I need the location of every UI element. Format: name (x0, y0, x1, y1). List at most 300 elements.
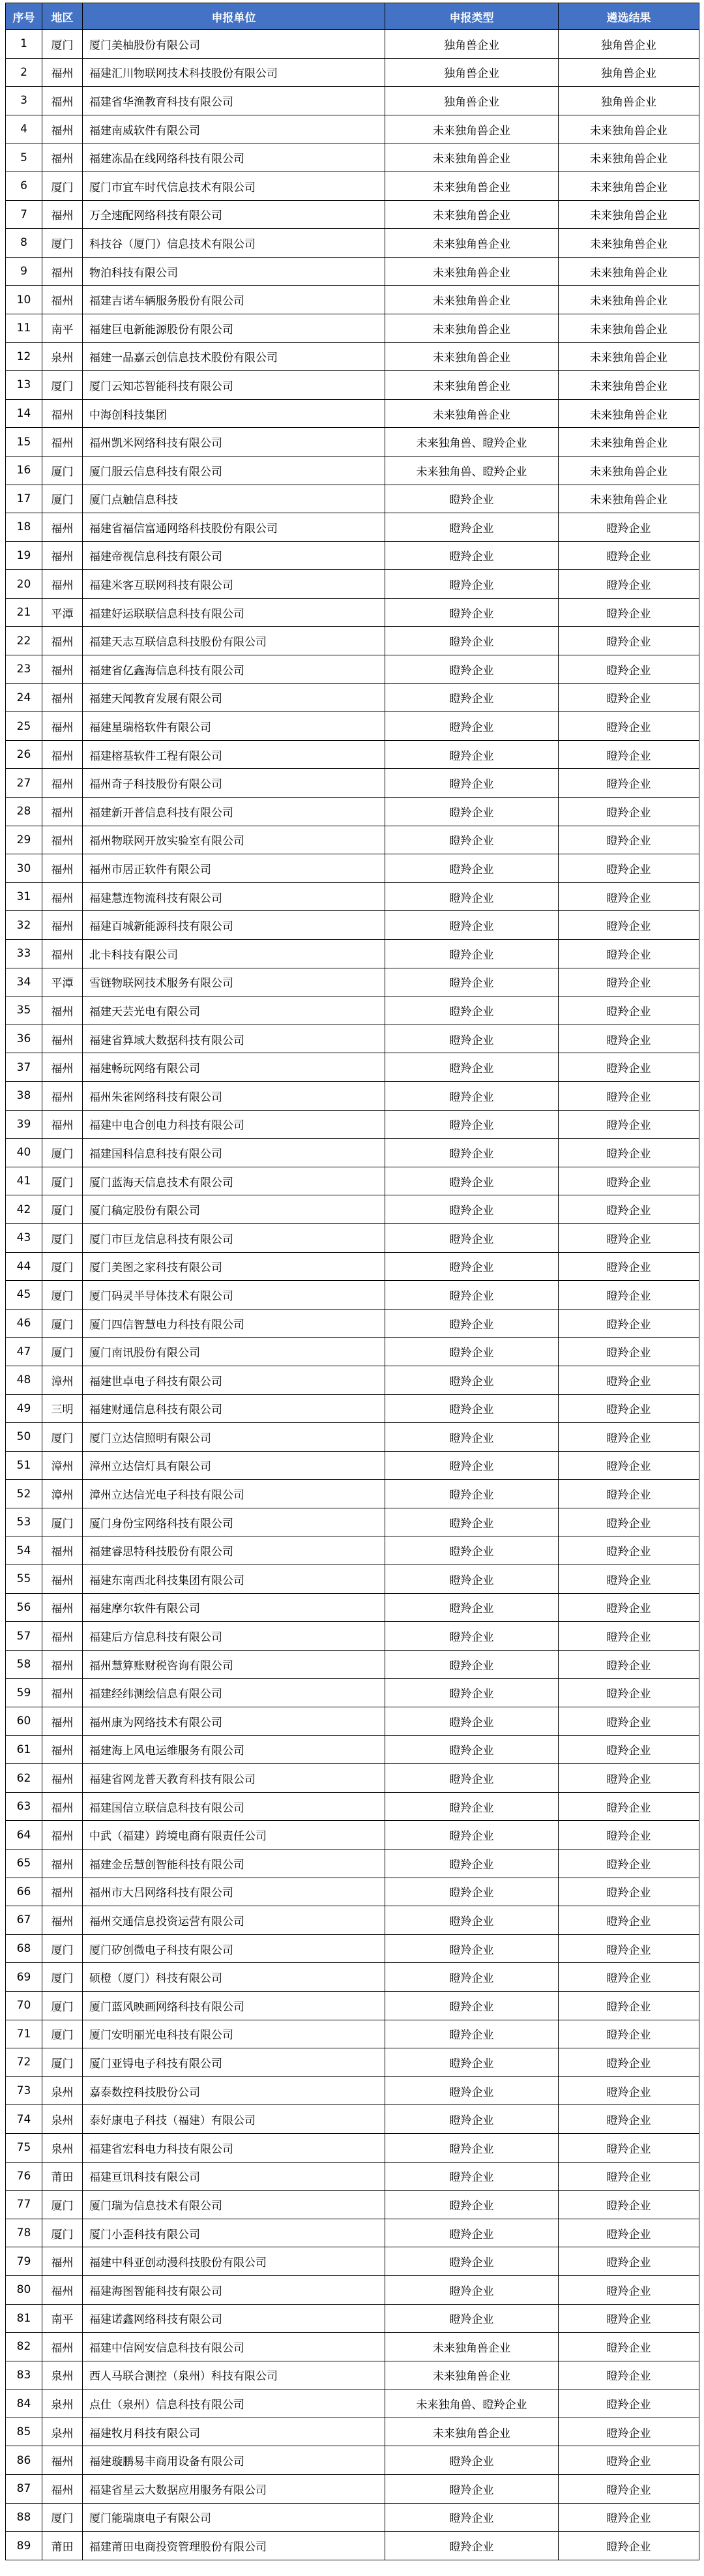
cell-index: 7 (6, 200, 42, 229)
table-row (6, 598, 699, 627)
cell-application-type: 瞪羚企业 (385, 1906, 559, 1935)
cell-application-type: 瞪羚企业 (385, 1167, 559, 1195)
cell-company: 厦门亚锝电子科技有限公司 (83, 2048, 385, 2077)
cell-application-type: 瞪羚企业 (385, 1451, 559, 1480)
cell-company: 福建东南西北科技集团有限公司 (83, 1565, 385, 1594)
cell-selection-result: 未来独角兽企业 (559, 428, 699, 457)
cell-index: 21 (6, 598, 42, 627)
cell-index: 20 (6, 570, 42, 599)
cell-selection-result: 瞪羚企业 (559, 1593, 699, 1622)
cell-index: 25 (6, 712, 42, 741)
cell-selection-result: 未来独角兽企业 (559, 229, 699, 258)
cell-index: 62 (6, 1764, 42, 1793)
cell-index: 49 (6, 1394, 42, 1423)
table-row (6, 172, 699, 200)
cell-index: 45 (6, 1281, 42, 1310)
cell-application-type: 未来独角兽企业 (385, 172, 559, 200)
cell-selection-result: 瞪羚企业 (559, 740, 699, 769)
cell-index: 28 (6, 798, 42, 826)
cell-selection-result: 瞪羚企业 (559, 1963, 699, 1992)
cell-index: 27 (6, 769, 42, 798)
cell-application-type: 瞪羚企业 (385, 570, 559, 599)
cell-index: 14 (6, 399, 42, 428)
cell-application-type: 瞪羚企业 (385, 1394, 559, 1423)
cell-company: 万全速配网络科技有限公司 (83, 200, 385, 229)
cell-application-type: 瞪羚企业 (385, 1309, 559, 1338)
cell-region: 福州 (42, 1053, 83, 1082)
cell-region: 福州 (42, 1906, 83, 1935)
cell-region: 福州 (42, 655, 83, 684)
cell-company: 福建省亿鑫海信息科技有限公司 (83, 655, 385, 684)
cell-company: 厦门能瑞康电子有限公司 (83, 2503, 385, 2532)
cell-index: 57 (6, 1622, 42, 1651)
cell-selection-result: 瞪羚企业 (559, 1423, 699, 1452)
cell-index: 8 (6, 229, 42, 258)
cell-region: 福州 (42, 854, 83, 883)
cell-application-type: 瞪羚企业 (385, 1281, 559, 1310)
cell-region: 福州 (42, 940, 83, 968)
table-row (6, 2191, 699, 2219)
cell-region: 福州 (42, 257, 83, 286)
table-row (6, 2105, 699, 2134)
table-row (6, 2162, 699, 2191)
table-row (6, 1451, 699, 1480)
cell-region: 莆田 (42, 2162, 83, 2191)
cell-company: 福建海上风电运维服务有限公司 (83, 1735, 385, 1764)
cell-company: 福州物联网开放实验室有限公司 (83, 826, 385, 854)
cell-region: 厦门 (42, 1223, 83, 1252)
cell-selection-result: 独角兽企业 (559, 87, 699, 115)
cell-application-type: 瞪羚企业 (385, 1764, 559, 1793)
cell-region: 泉州 (42, 2105, 83, 2134)
cell-company: 厦门瑞为信息技术有限公司 (83, 2191, 385, 2219)
cell-company: 物泊科技有限公司 (83, 257, 385, 286)
cell-application-type: 瞪羚企业 (385, 1679, 559, 1707)
cell-selection-result: 瞪羚企业 (559, 2532, 699, 2560)
cell-region: 漳州 (42, 1480, 83, 1508)
cell-application-type: 未来独角兽、瞪羚企业 (385, 428, 559, 457)
table-row (6, 1650, 699, 1679)
table-row (6, 2333, 699, 2361)
cell-selection-result: 瞪羚企业 (559, 1338, 699, 1366)
cell-selection-result: 瞪羚企业 (559, 1081, 699, 1110)
cell-selection-result: 瞪羚企业 (559, 1878, 699, 1906)
cell-application-type: 瞪羚企业 (385, 740, 559, 769)
cell-application-type: 未来独角兽、瞪羚企业 (385, 456, 559, 485)
cell-index: 3 (6, 87, 42, 115)
cell-application-type: 瞪羚企业 (385, 1508, 559, 1536)
cell-company: 福建米客互联网科技有限公司 (83, 570, 385, 599)
cell-company: 福建榕基软件工程有限公司 (83, 740, 385, 769)
cell-company: 福建省网龙普天教育科技有限公司 (83, 1764, 385, 1793)
table-header (6, 3, 699, 30)
cell-selection-result: 瞪羚企业 (559, 2503, 699, 2532)
table-row (6, 257, 699, 286)
cell-company: 厦门南讯股份有限公司 (83, 1338, 385, 1366)
cell-index: 10 (6, 286, 42, 314)
cell-index: 32 (6, 911, 42, 940)
header-index: 序号 (6, 3, 42, 30)
cell-company: 福州市居正软件有限公司 (83, 854, 385, 883)
cell-application-type: 瞪羚企业 (385, 2048, 559, 2077)
cell-selection-result: 瞪羚企业 (559, 2219, 699, 2247)
cell-selection-result: 未来独角兽企业 (559, 456, 699, 485)
cell-application-type: 未来独角兽企业 (385, 342, 559, 371)
cell-region: 厦门 (42, 2219, 83, 2247)
table-row (6, 2048, 699, 2077)
cell-index: 4 (6, 115, 42, 143)
table-row (6, 1223, 699, 1252)
cell-index: 86 (6, 2446, 42, 2475)
cell-selection-result: 瞪羚企业 (559, 1394, 699, 1423)
cell-company: 漳州立达信灯具有限公司 (83, 1451, 385, 1480)
table-row (6, 1963, 699, 1992)
cell-company: 福建慧连物流科技有限公司 (83, 882, 385, 911)
cell-region: 福州 (42, 1792, 83, 1821)
table-row (6, 1850, 699, 1878)
cell-selection-result: 瞪羚企业 (559, 570, 699, 599)
cell-application-type: 瞪羚企业 (385, 940, 559, 968)
table-row (6, 968, 699, 996)
header-company: 申报单位 (83, 3, 385, 30)
cell-application-type: 未来独角兽企业 (385, 200, 559, 229)
cell-selection-result: 瞪羚企业 (559, 1622, 699, 1651)
results-table (5, 3, 699, 2560)
cell-company: 厦门立达信照明有限公司 (83, 1423, 385, 1452)
cell-application-type: 瞪羚企业 (385, 1053, 559, 1082)
cell-selection-result: 瞪羚企业 (559, 1480, 699, 1508)
cell-company: 福建中信网安信息科技有限公司 (83, 2333, 385, 2361)
cell-selection-result: 独角兽企业 (559, 58, 699, 87)
cell-application-type: 独角兽企业 (385, 58, 559, 87)
cell-company: 北卡科技有限公司 (83, 940, 385, 968)
cell-region: 福州 (42, 1679, 83, 1707)
cell-index: 84 (6, 2389, 42, 2418)
cell-company: 福建汇川物联网技术科技股份有限公司 (83, 58, 385, 87)
cell-selection-result: 瞪羚企业 (559, 1451, 699, 1480)
cell-application-type: 瞪羚企业 (385, 1252, 559, 1281)
table-row (6, 1053, 699, 1082)
cell-index: 16 (6, 456, 42, 485)
cell-company: 福州朱雀网络科技有限公司 (83, 1081, 385, 1110)
cell-selection-result: 瞪羚企业 (559, 2361, 699, 2389)
cell-region: 福州 (42, 2475, 83, 2504)
cell-index: 54 (6, 1536, 42, 1565)
cell-region: 厦门 (42, 1167, 83, 1195)
cell-application-type: 瞪羚企业 (385, 2076, 559, 2105)
cell-selection-result: 瞪羚企业 (559, 1508, 699, 1536)
table-row (6, 1195, 699, 1224)
cell-company: 福建省福信富通网络科技股份有限公司 (83, 513, 385, 542)
cell-company: 福建财通信息科技有限公司 (83, 1394, 385, 1423)
cell-region: 福州 (42, 1878, 83, 1906)
cell-index: 2 (6, 58, 42, 87)
cell-application-type: 瞪羚企业 (385, 1792, 559, 1821)
cell-selection-result: 未来独角兽企业 (559, 342, 699, 371)
cell-application-type: 未来独角兽企业 (385, 257, 559, 286)
cell-region: 福州 (42, 712, 83, 741)
cell-selection-result: 瞪羚企业 (559, 1252, 699, 1281)
cell-region: 福州 (42, 1821, 83, 1850)
table-row (6, 2076, 699, 2105)
cell-company: 福州凯米网络科技有限公司 (83, 428, 385, 457)
cell-application-type: 瞪羚企业 (385, 1025, 559, 1053)
cell-company: 厦门安明丽光电科技有限公司 (83, 2020, 385, 2048)
cell-index: 85 (6, 2418, 42, 2446)
table-row (6, 2020, 699, 2048)
cell-company: 福建璇鹏易丰商用设备有限公司 (83, 2446, 385, 2475)
table-row (6, 2133, 699, 2162)
cell-company: 福建经纬测绘信息有限公司 (83, 1679, 385, 1707)
cell-company: 福建后方信息科技有限公司 (83, 1622, 385, 1651)
cell-company: 厦门稿定股份有限公司 (83, 1195, 385, 1224)
cell-region: 福州 (42, 1110, 83, 1139)
cell-selection-result: 瞪羚企业 (559, 1821, 699, 1850)
cell-company: 福建巨电新能源股份有限公司 (83, 314, 385, 342)
table-row (6, 143, 699, 172)
cell-region: 厦门 (42, 456, 83, 485)
cell-application-type: 瞪羚企业 (385, 996, 559, 1025)
cell-application-type: 瞪羚企业 (385, 826, 559, 854)
cell-region: 南平 (42, 2304, 83, 2333)
cell-region: 南平 (42, 314, 83, 342)
table-row (6, 798, 699, 826)
table-row (6, 1679, 699, 1707)
cell-selection-result: 瞪羚企业 (559, 598, 699, 627)
cell-selection-result: 瞪羚企业 (559, 826, 699, 854)
cell-index: 73 (6, 2076, 42, 2105)
cell-company: 福建国信立联信息科技有限公司 (83, 1792, 385, 1821)
cell-company: 福建好运联联信息科技有限公司 (83, 598, 385, 627)
cell-region: 福州 (42, 2446, 83, 2475)
cell-index: 43 (6, 1223, 42, 1252)
cell-company: 厦门市宜车时代信息技术有限公司 (83, 172, 385, 200)
table-row (6, 2247, 699, 2276)
cell-selection-result: 瞪羚企业 (559, 798, 699, 826)
cell-region: 漳州 (42, 1451, 83, 1480)
cell-selection-result: 瞪羚企业 (559, 2304, 699, 2333)
table-body (6, 30, 699, 2560)
cell-company: 福建天闻教育发展有限公司 (83, 683, 385, 712)
cell-index: 69 (6, 1963, 42, 1992)
cell-region: 三明 (42, 1394, 83, 1423)
cell-region: 福州 (42, 1650, 83, 1679)
cell-application-type: 瞪羚企业 (385, 1536, 559, 1565)
cell-company: 厦门小歪科技有限公司 (83, 2219, 385, 2247)
cell-index: 12 (6, 342, 42, 371)
cell-region: 厦门 (42, 1934, 83, 1963)
cell-selection-result: 瞪羚企业 (559, 2333, 699, 2361)
header-region: 地区 (42, 3, 83, 30)
cell-application-type: 瞪羚企业 (385, 2304, 559, 2333)
cell-index: 18 (6, 513, 42, 542)
cell-company: 雪链物联网技术服务有限公司 (83, 968, 385, 996)
cell-selection-result: 瞪羚企业 (559, 1053, 699, 1082)
cell-company: 硕橙（厦门）科技有限公司 (83, 1963, 385, 1992)
cell-company: 点仕（泉州）信息科技有限公司 (83, 2389, 385, 2418)
table-row (6, 2503, 699, 2532)
cell-selection-result: 未来独角兽企业 (559, 172, 699, 200)
cell-application-type: 瞪羚企业 (385, 882, 559, 911)
cell-company: 福建一品嘉云创信息技术股份有限公司 (83, 342, 385, 371)
table-row (6, 1735, 699, 1764)
cell-selection-result: 瞪羚企业 (559, 996, 699, 1025)
cell-application-type: 瞪羚企业 (385, 1821, 559, 1850)
cell-selection-result: 瞪羚企业 (559, 2247, 699, 2276)
cell-application-type: 独角兽企业 (385, 30, 559, 59)
cell-company: 福建中电合创电力科技有限公司 (83, 1110, 385, 1139)
table-row (6, 2532, 699, 2560)
cell-selection-result: 瞪羚企业 (559, 1167, 699, 1195)
cell-company: 厦门码灵半导体技术有限公司 (83, 1281, 385, 1310)
cell-company: 福建帝视信息科技有限公司 (83, 541, 385, 570)
cell-application-type: 瞪羚企业 (385, 1338, 559, 1366)
cell-selection-result: 瞪羚企业 (559, 712, 699, 741)
cell-application-type: 瞪羚企业 (385, 911, 559, 940)
cell-company: 厦门蓝海天信息技术有限公司 (83, 1167, 385, 1195)
cell-selection-result: 瞪羚企业 (559, 2020, 699, 2048)
table-row (6, 2361, 699, 2389)
cell-company: 漳州立达信光电子科技有限公司 (83, 1480, 385, 1508)
cell-selection-result: 瞪羚企业 (559, 1025, 699, 1053)
cell-selection-result: 瞪羚企业 (559, 1792, 699, 1821)
cell-selection-result: 瞪羚企业 (559, 940, 699, 968)
cell-selection-result: 未来独角兽企业 (559, 371, 699, 400)
cell-selection-result: 瞪羚企业 (559, 513, 699, 542)
cell-region: 厦门 (42, 1309, 83, 1338)
cell-index: 52 (6, 1480, 42, 1508)
cell-selection-result: 瞪羚企业 (559, 1309, 699, 1338)
cell-index: 17 (6, 485, 42, 513)
cell-selection-result: 瞪羚企业 (559, 1110, 699, 1139)
cell-application-type: 瞪羚企业 (385, 2191, 559, 2219)
cell-region: 厦门 (42, 1508, 83, 1536)
table-row (6, 570, 699, 599)
cell-region: 福州 (42, 911, 83, 940)
cell-region: 福州 (42, 570, 83, 599)
table-row (6, 911, 699, 940)
table-row (6, 1878, 699, 1906)
table-row (6, 1906, 699, 1935)
cell-selection-result: 独角兽企业 (559, 30, 699, 59)
cell-region: 莆田 (42, 2532, 83, 2560)
cell-region: 平潭 (42, 598, 83, 627)
cell-application-type: 瞪羚企业 (385, 2503, 559, 2532)
cell-region: 福州 (42, 996, 83, 1025)
cell-region: 厦门 (42, 172, 83, 200)
cell-region: 厦门 (42, 1423, 83, 1452)
cell-application-type: 瞪羚企业 (385, 1991, 559, 2020)
cell-index: 46 (6, 1309, 42, 1338)
cell-application-type: 独角兽企业 (385, 87, 559, 115)
cell-application-type: 瞪羚企业 (385, 655, 559, 684)
cell-application-type: 瞪羚企业 (385, 1878, 559, 1906)
cell-region: 厦门 (42, 2048, 83, 2077)
cell-region: 厦门 (42, 1252, 83, 1281)
cell-index: 58 (6, 1650, 42, 1679)
cell-company: 厦门市巨龙信息科技有限公司 (83, 1223, 385, 1252)
cell-selection-result: 瞪羚企业 (559, 882, 699, 911)
cell-selection-result: 瞪羚企业 (559, 911, 699, 940)
table-row (6, 399, 699, 428)
cell-company: 福建省星云大数据应用服务有限公司 (83, 2475, 385, 2504)
cell-selection-result: 未来独角兽企业 (559, 200, 699, 229)
table-row (6, 2389, 699, 2418)
cell-company: 嘉泰数控科技股份公司 (83, 2076, 385, 2105)
cell-company: 西人马联合测控（泉州）科技有限公司 (83, 2361, 385, 2389)
cell-index: 60 (6, 1707, 42, 1736)
cell-region: 福州 (42, 513, 83, 542)
cell-region: 漳州 (42, 1366, 83, 1394)
cell-selection-result: 瞪羚企业 (559, 1223, 699, 1252)
table-row (6, 1394, 699, 1423)
table-row (6, 1593, 699, 1622)
cell-index: 55 (6, 1565, 42, 1594)
cell-selection-result: 未来独角兽企业 (559, 143, 699, 172)
cell-selection-result: 瞪羚企业 (559, 2133, 699, 2162)
cell-selection-result: 瞪羚企业 (559, 683, 699, 712)
table-row (6, 2275, 699, 2304)
cell-company: 厦门服云信息科技有限公司 (83, 456, 385, 485)
cell-index: 79 (6, 2247, 42, 2276)
cell-company: 福建亘讯科技有限公司 (83, 2162, 385, 2191)
cell-index: 5 (6, 143, 42, 172)
cell-index: 34 (6, 968, 42, 996)
cell-selection-result: 瞪羚企业 (559, 2418, 699, 2446)
cell-index: 81 (6, 2304, 42, 2333)
cell-selection-result: 瞪羚企业 (559, 1139, 699, 1167)
table-row (6, 655, 699, 684)
cell-company: 福建天志互联信息科技股份有限公司 (83, 627, 385, 655)
cell-index: 23 (6, 655, 42, 684)
cell-region: 厦门 (42, 371, 83, 400)
cell-index: 83 (6, 2361, 42, 2389)
cell-company: 福州市大吕网络科技有限公司 (83, 1878, 385, 1906)
cell-application-type: 瞪羚企业 (385, 485, 559, 513)
cell-selection-result: 瞪羚企业 (559, 854, 699, 883)
cell-application-type: 瞪羚企业 (385, 1622, 559, 1651)
cell-index: 41 (6, 1167, 42, 1195)
cell-application-type: 瞪羚企业 (385, 712, 559, 741)
cell-region: 厦门 (42, 485, 83, 513)
cell-application-type: 瞪羚企业 (385, 1735, 559, 1764)
cell-company: 福建睿思特科技股份有限公司 (83, 1536, 385, 1565)
cell-application-type: 瞪羚企业 (385, 2020, 559, 2048)
cell-company: 福建国科信息科技有限公司 (83, 1139, 385, 1167)
cell-region: 厦门 (42, 1195, 83, 1224)
table-row (6, 996, 699, 1025)
cell-selection-result: 瞪羚企业 (559, 1366, 699, 1394)
cell-company: 厦门点触信息科技 (83, 485, 385, 513)
cell-index: 66 (6, 1878, 42, 1906)
cell-selection-result: 瞪羚企业 (559, 968, 699, 996)
cell-application-type: 瞪羚企业 (385, 1423, 559, 1452)
cell-region: 厦门 (42, 229, 83, 258)
cell-application-type: 瞪羚企业 (385, 1110, 559, 1139)
cell-company: 厦门矽创微电子科技有限公司 (83, 1934, 385, 1963)
cell-application-type: 瞪羚企业 (385, 968, 559, 996)
cell-application-type: 瞪羚企业 (385, 1081, 559, 1110)
table-row (6, 1423, 699, 1452)
cell-company: 福建中科亚创动漫科技股份有限公司 (83, 2247, 385, 2276)
cell-index: 33 (6, 940, 42, 968)
cell-selection-result: 瞪羚企业 (559, 627, 699, 655)
cell-company: 福建牧月科技有限公司 (83, 2418, 385, 2446)
cell-application-type: 瞪羚企业 (385, 598, 559, 627)
cell-company: 福州慧算账财税咨询有限公司 (83, 1650, 385, 1679)
cell-application-type: 瞪羚企业 (385, 2446, 559, 2475)
cell-index: 19 (6, 541, 42, 570)
